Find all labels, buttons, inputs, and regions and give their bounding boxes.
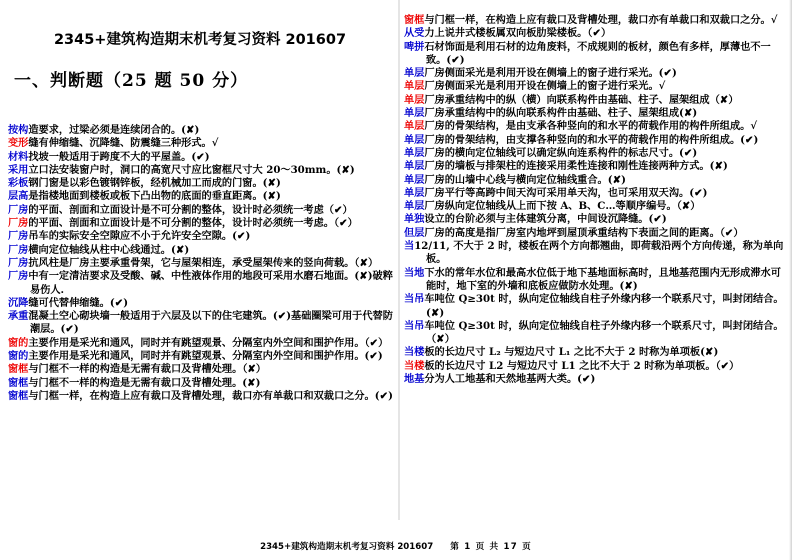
right-column xyxy=(404,0,790,386)
entry-keyword: 单层 xyxy=(404,186,425,199)
entry-keyword: 单层 xyxy=(404,67,425,80)
question-entry xyxy=(8,217,400,230)
entry-text: 厂房平行等高跨中间天沟可采用单天沟，也可采用双天沟。(✔) xyxy=(424,186,708,199)
entry-keyword: 厂房 xyxy=(8,270,29,283)
entry-keyword: 窗框 xyxy=(8,363,29,376)
question-entry xyxy=(404,227,790,240)
entry-keyword: 单层 xyxy=(404,120,425,133)
entry-keyword: 单层 xyxy=(404,160,425,173)
entry-keyword: 单层 xyxy=(404,173,425,186)
entry-text: 混凝土空心砌块墙一般适用于六层及以下的住宅建筑。(✔)基础圈梁可用于代替防潮层。(✔) xyxy=(28,310,393,336)
entry-text: 板的长边尺寸 L₂ 与短边尺寸 L₁ 之比不大于 2 时称为单项板(✘) xyxy=(424,346,719,359)
question-entry xyxy=(404,134,790,147)
entry-text: 立口法安装窗户时，洞口的高宽尺寸应比窗框尺寸大 20～30mm。(✘) xyxy=(28,163,355,176)
question-entry xyxy=(404,187,790,200)
question-entry xyxy=(8,337,400,350)
footer-title: 2345+建筑构造期末机考复习资料 201607 xyxy=(260,542,434,552)
entry-keyword: 窗的 xyxy=(8,350,29,363)
question-entry xyxy=(404,346,790,359)
entry-keyword: 厂房 xyxy=(8,256,29,269)
question-entry xyxy=(8,350,400,363)
entry-keyword: 层高 xyxy=(8,190,29,203)
entry-keyword: 材料 xyxy=(8,150,29,163)
entry-text: 分为人工地基和天然地基两大类。(✔) xyxy=(424,373,596,386)
entry-keyword: 当楼 xyxy=(404,346,425,359)
entry-keyword: 彩板 xyxy=(8,177,29,190)
entry-keyword: 单层 xyxy=(404,146,425,159)
question-entry xyxy=(8,124,400,137)
entry-keyword: 从受 xyxy=(404,27,425,40)
entry-keyword: 地基 xyxy=(404,373,425,386)
question-entry xyxy=(404,147,790,160)
left-column xyxy=(8,0,400,403)
entry-keyword: 当 xyxy=(404,240,415,253)
question-entry xyxy=(8,390,400,403)
question-entry xyxy=(8,363,400,376)
entry-text: 与门框一样，在构造上应有裁口及背槽处理，裁口亦有单裁口和双裁口之分。(✔) xyxy=(28,389,393,402)
question-entry xyxy=(8,377,400,390)
entry-text: 车吨位 Q≥30t 时，纵向定位轴线自柱子外缘内移一个联系尺寸，叫封闭结合。(✘) xyxy=(424,293,784,319)
entry-text: 的平面、剖面和立面设计是不可分割的整体，设计时必须统一考虑。（✔） xyxy=(28,217,358,230)
entry-keyword: 承重 xyxy=(8,310,29,323)
entry-keyword: 单层 xyxy=(404,107,425,120)
entry-keyword: 单层 xyxy=(404,133,425,146)
entry-keyword: 厂房 xyxy=(8,243,29,256)
entry-text: 缝可代替伸缩缝。(✔) xyxy=(28,296,129,309)
entry-keyword: 窗框 xyxy=(8,376,29,389)
entry-text: 厂房纵向定位轴线从上而下按 A、B、C…等顺序编号。（✘） xyxy=(424,200,701,213)
entry-keyword: 厂房 xyxy=(8,230,29,243)
entry-keyword: 采用 xyxy=(8,163,29,176)
entry-text: 中有一定清洁要求及受酸、碱、中性液体作用的地段可采用水磨石地面。(✘)破粹易伤人. xyxy=(28,270,393,296)
entry-text: 下水的常年水位和最高水位低于地下基地面标高时，且地基范围内无形成滞水可能时，地下室的外墙和底板应做防水处理。(✘) xyxy=(424,266,781,292)
entry-text: 钢门窗是以彩色镀钢锌板，经机械加工而成的门窗。(✘) xyxy=(28,177,281,190)
question-entry xyxy=(404,107,790,120)
question-entry xyxy=(8,270,400,297)
entry-text: 厂房的横向定位轴线可以确定纵向连系构件的标志尺寸。(✔) xyxy=(424,146,698,159)
entry-text: 与门框一样，在构造上应有裁口及背槽处理，裁口亦有单裁口和双裁口之分。√ xyxy=(424,14,778,26)
section-heading: 一、判断题（25 题 50 分） xyxy=(14,71,249,91)
entry-keyword: 厂房 xyxy=(8,203,29,216)
entry-keyword: 按构 xyxy=(8,124,29,136)
entry-text: 车吨位 Q≥30t 时，纵向定位轴线自柱子外缘内移一个联系尺寸，叫封闭结合。（✘） xyxy=(424,319,784,346)
question-entry xyxy=(8,230,400,243)
question-entry xyxy=(8,310,400,337)
question-entry xyxy=(8,177,400,190)
entry-keyword: 当吊 xyxy=(404,319,425,332)
entry-keyword: 单层 xyxy=(404,80,425,93)
question-entry xyxy=(8,297,400,310)
entry-text: 厂房的骨架结构，是由支承各种竖向的和水平的荷载作用的构件所组成。√ xyxy=(424,120,758,133)
entry-keyword: 啤拼 xyxy=(404,40,425,53)
entry-text: 厂房的高度是指厂房室内地坪到屋顶承重结构下表面之间的距离。（✔） xyxy=(424,226,744,239)
footer-page-number: 第 1 页 共 17 页 xyxy=(450,542,532,552)
question-entry xyxy=(404,200,790,213)
entry-text: 厂房的墙板与排架柱的连接采用柔性连接和刚性连接两种方式。(✘) xyxy=(424,160,728,173)
question-entry xyxy=(404,160,790,173)
entry-text: 设立的台阶必须与主体建筑分离，中间设沉降缝。(✔) xyxy=(424,213,667,226)
question-entry xyxy=(404,14,790,27)
question-entry xyxy=(404,174,790,187)
entry-text: 的平面、剖面和立面设计是不可分割的整体，设计时必须统一考虑（✔） xyxy=(28,203,353,216)
entry-keyword: 窗框 xyxy=(404,14,425,26)
question-entry xyxy=(404,41,790,68)
entry-keyword: 当吊 xyxy=(404,293,425,306)
entry-text: 厂房承重结构中的纵（横）向联系构件由基础、柱子、屋架组成（✘） xyxy=(424,93,739,106)
entry-text: 与门框不一样的构造是无需有裁口及背槽处理。(✘) xyxy=(28,376,261,389)
question-entry xyxy=(8,204,400,217)
question-entry xyxy=(404,240,790,267)
question-entry xyxy=(404,373,790,386)
entry-text: 缝有伸缩缝、沉降缝、防震缝三种形式。√ xyxy=(28,137,219,150)
question-entry xyxy=(404,320,790,347)
entry-text: 主要作用是采光和通风，同时并有跳望观景、分隔室内外空间和围护作用。（✔） xyxy=(28,336,389,349)
entry-text: 抗风柱是厂房主要承重骨架，它与屋架相连，承受屋架传来的竖向荷载。（✘） xyxy=(28,256,379,269)
entry-text: 12/11, 不大于 2 时，楼板在两个方向都翘曲，即荷载沿两个方向传递，称为单向板。 xyxy=(414,240,784,266)
entry-text: 厂房的骨架结构，由支撑各种竖向的和水平的荷载作用的构件所组成。(✔) xyxy=(424,133,759,146)
page-footer xyxy=(0,540,792,552)
entry-keyword: 窗的 xyxy=(8,336,29,349)
entry-text: 厂房承重结构中的纵向联系构件由基础、柱子、屋架组成(✘) xyxy=(424,107,698,120)
entry-text: 是指楼地面到楼板或板下凸出物的底面的垂直距离。(✘) xyxy=(28,190,281,203)
entry-keyword: 当楼 xyxy=(404,359,425,372)
entry-keyword: 变形 xyxy=(8,137,29,150)
entry-keyword: 沉降 xyxy=(8,296,29,309)
entry-text: 吊车的实际安全空隙应不小于允许安全空隙。(✔) xyxy=(28,230,251,243)
entry-keyword: 但层 xyxy=(404,226,425,239)
question-entry xyxy=(8,257,400,270)
page-title: 2345+建筑构造期末机考复习资料 201607 xyxy=(53,32,347,48)
question-entry xyxy=(404,213,790,226)
question-entry xyxy=(404,267,790,294)
question-entry xyxy=(8,244,400,257)
entry-text: 与门框不一样的构造是无需有裁口及背槽处理。（✘） xyxy=(28,363,267,376)
entry-keyword: 单层 xyxy=(404,200,425,213)
question-entry xyxy=(404,27,790,40)
entry-keyword: 单独 xyxy=(404,213,425,226)
entry-keyword: 单层 xyxy=(404,93,425,106)
question-entry xyxy=(404,293,790,320)
question-entry xyxy=(404,120,790,133)
entry-text: 造要求，过梁必须是连续闭合的。(✘) xyxy=(28,124,200,136)
entry-text: 石材饰面是利用石材的边角废料，不成规则的板材，颜色有多样，厚薄也不一致。(✔) xyxy=(424,40,771,66)
entry-text: 厂房侧面采光是利用开设在侧墙上的窗子进行采光。√ xyxy=(424,80,666,93)
entry-keyword: 窗框 xyxy=(8,389,29,402)
question-entry xyxy=(404,80,790,93)
entry-text: 厂房侧面采光是利用开设在侧墙上的窗子进行采光。(✔) xyxy=(424,67,677,80)
entry-text: 板的长边尺寸 L2 与短边尺寸 L1 之比不大于 2 时称为单项板。（✔） xyxy=(424,359,740,372)
entry-keyword: 厂房 xyxy=(8,217,29,230)
entry-keyword: 当地 xyxy=(404,266,425,279)
entry-text: 力上说井式楼板属双向板肋梁楼板。（✔） xyxy=(424,27,612,40)
question-entry xyxy=(8,164,400,177)
entry-text: 厂房的山墙中心线与横向定位轴线重合。(✘) xyxy=(424,173,626,186)
question-entry xyxy=(8,137,400,150)
question-entry xyxy=(8,151,400,164)
question-entry xyxy=(404,360,790,373)
entry-text: 主要作用是采光和通风，同时并有跳望观景、分隔室内外空间和围护作用。(✔) xyxy=(28,350,383,363)
question-entry xyxy=(8,190,400,203)
question-entry xyxy=(404,94,790,107)
entry-text: 找坡一般适用于跨度不大的平屋盖。(✔) xyxy=(28,150,210,163)
question-entry xyxy=(404,67,790,80)
entry-text: 横向定位轴线从柱中心线通过。(✘) xyxy=(28,243,190,256)
